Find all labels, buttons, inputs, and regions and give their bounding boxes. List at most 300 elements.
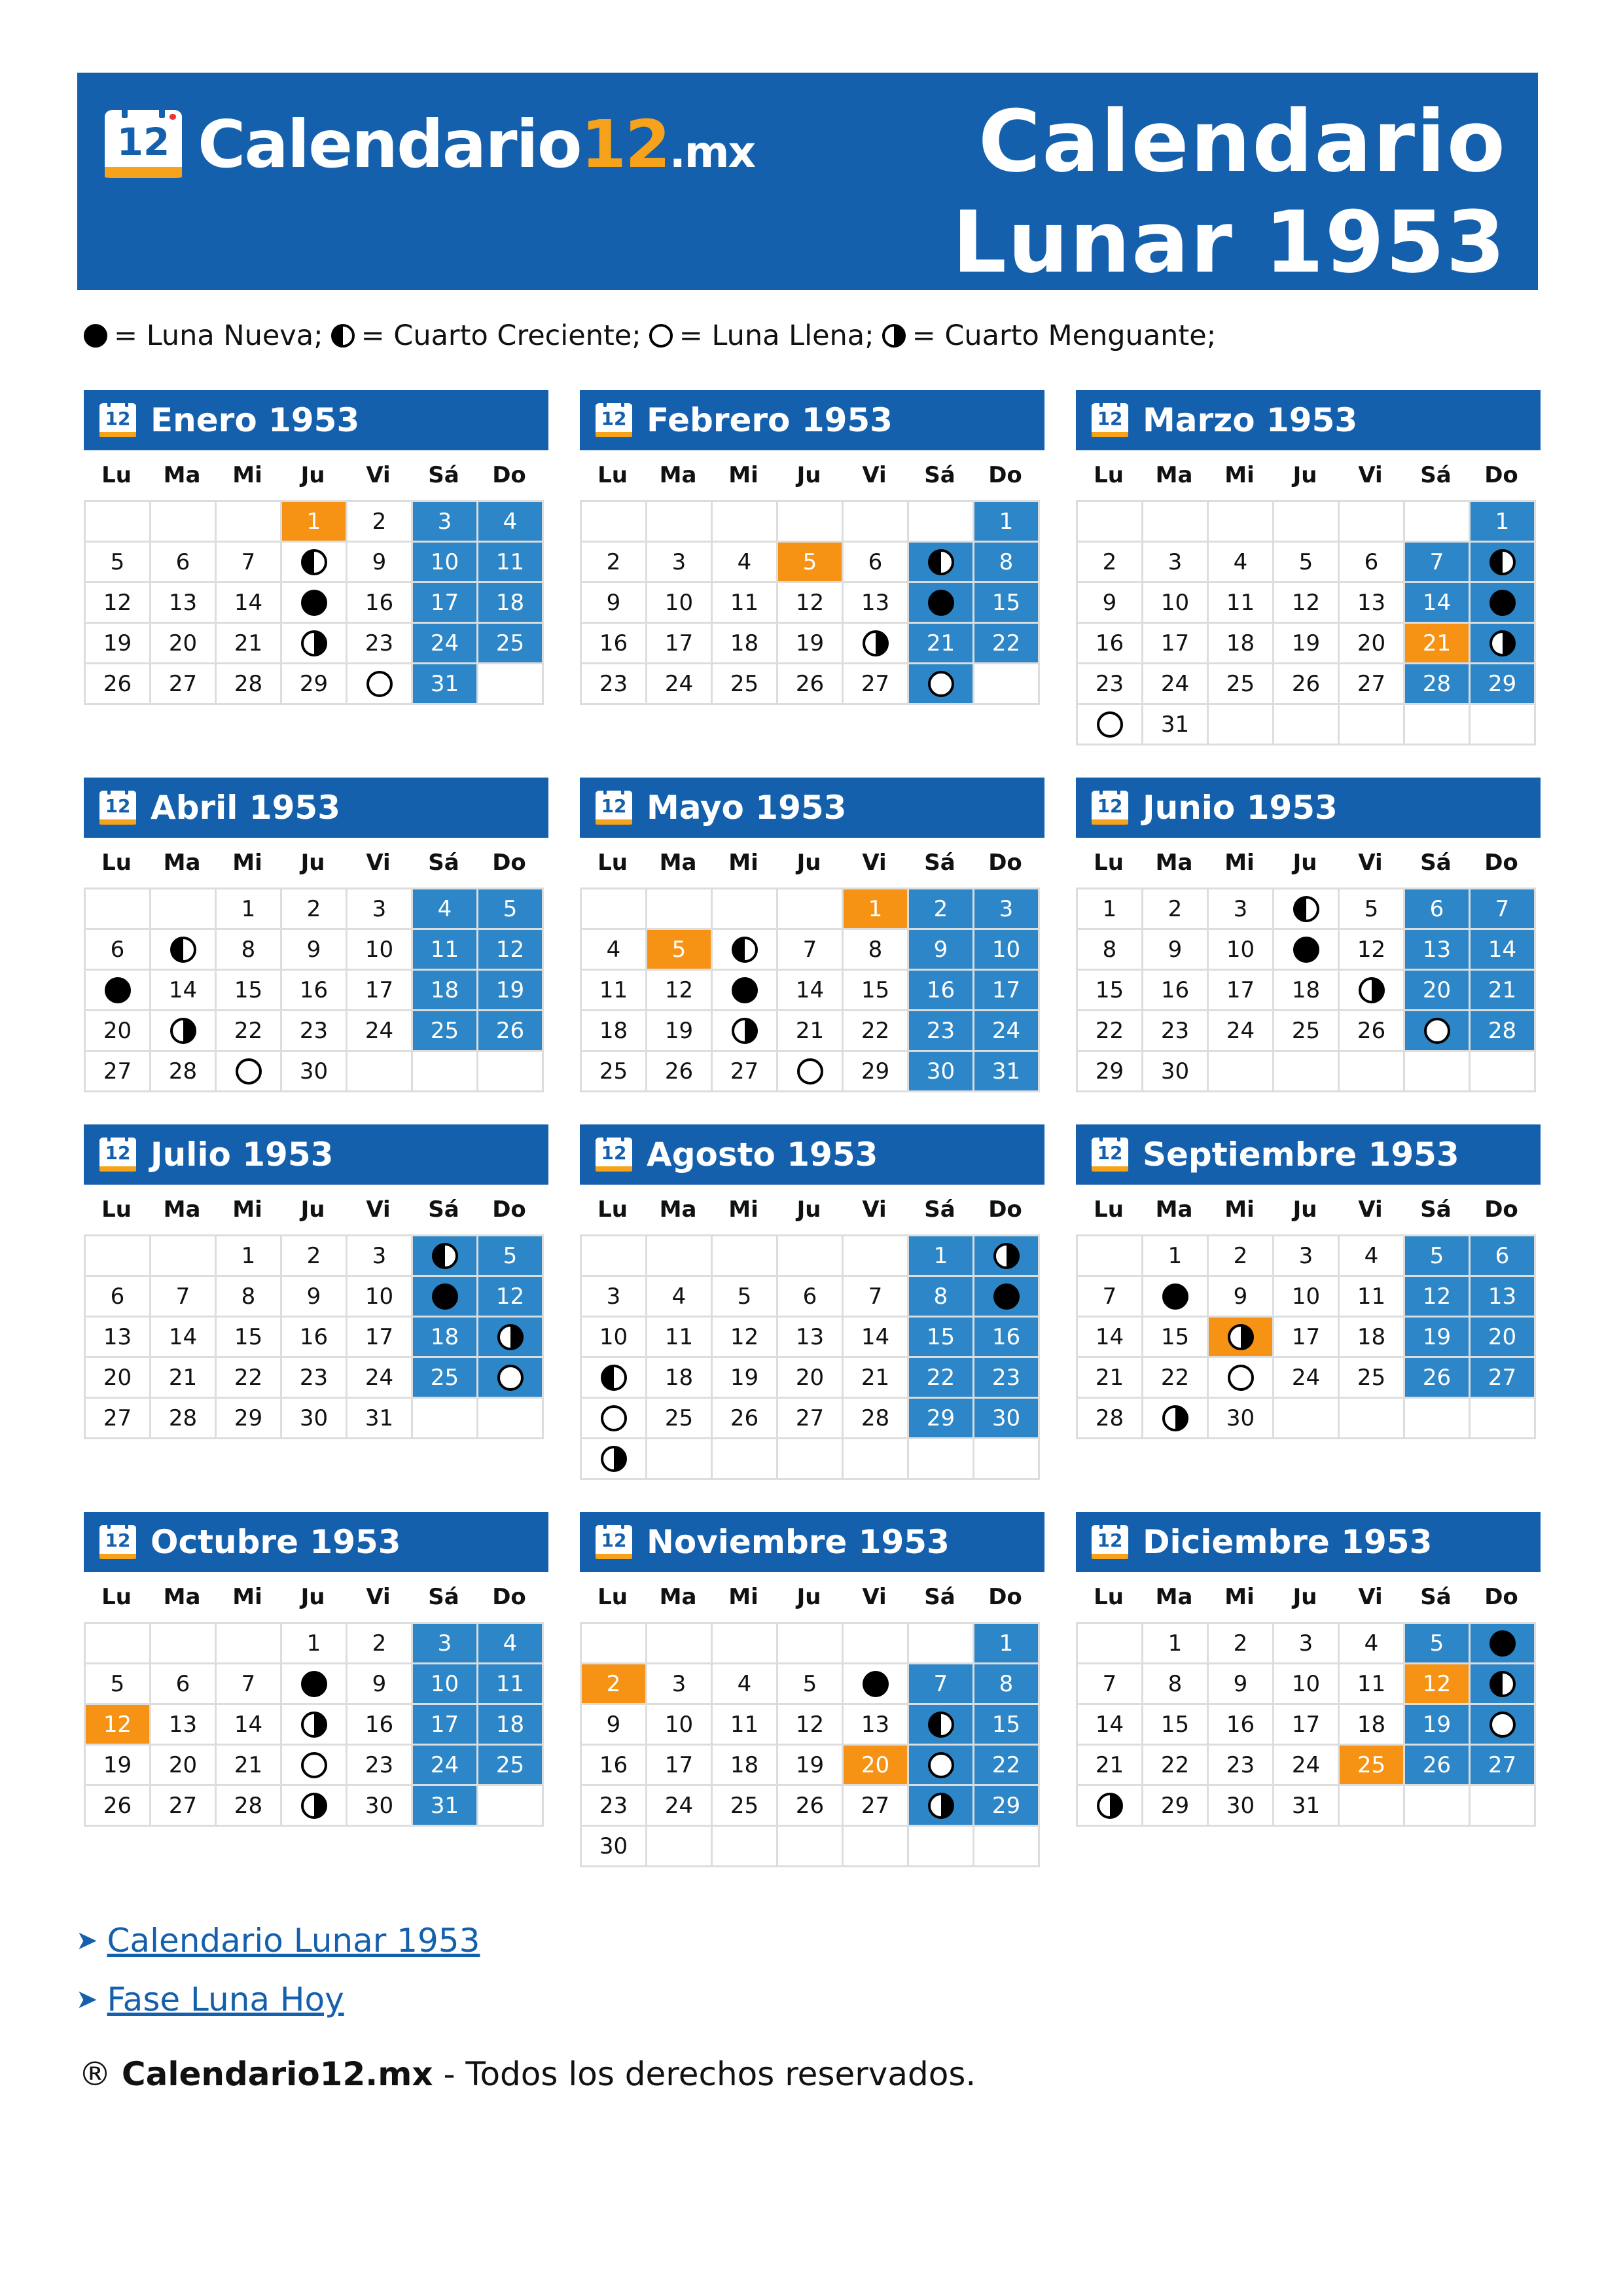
month-header — [1076, 1512, 1541, 1572]
empty-cell — [778, 1827, 844, 1867]
day-cell — [909, 664, 974, 705]
month-calendar — [580, 390, 1044, 705]
day-cell: 1 — [1143, 1236, 1209, 1277]
brand-name — [198, 106, 755, 183]
day-cell — [713, 971, 778, 1011]
day-cell: 4 — [1209, 543, 1274, 583]
day-cell: 24 — [1274, 1358, 1340, 1399]
weekday-label: Do — [492, 462, 526, 488]
link-row — [76, 1911, 480, 1970]
day-cell: 22 — [1078, 1011, 1143, 1052]
day-cell: 2 — [282, 889, 348, 930]
day-cell: 31 — [974, 1052, 1040, 1092]
day-cell: 9 — [1078, 583, 1143, 624]
day-cell: 15 — [844, 971, 909, 1011]
weekday-label: Vi — [862, 1584, 887, 1610]
day-cell: 28 — [217, 664, 282, 705]
calendar-icon-number: 12 — [601, 1530, 627, 1552]
day-cell: 25 — [713, 1786, 778, 1827]
day-cell: 11 — [413, 930, 478, 971]
day-cell — [86, 971, 151, 1011]
empty-cell — [1274, 1399, 1340, 1439]
weekday-label: Vi — [366, 850, 391, 876]
day-cell: 16 — [1209, 1705, 1274, 1746]
day-cell — [778, 1052, 844, 1092]
day-cell: 5 — [478, 889, 544, 930]
day-cell: 27 — [151, 1786, 217, 1827]
day-cell — [478, 1358, 544, 1399]
day-cell: 9 — [348, 543, 413, 583]
empty-cell — [1209, 502, 1274, 543]
weekday-label: Lu — [597, 850, 628, 876]
weekday-label: Do — [988, 1196, 1022, 1223]
day-cell: 30 — [282, 1399, 348, 1439]
new-moon-icon — [1489, 590, 1516, 616]
month-header — [580, 1512, 1044, 1572]
empty-cell — [844, 1439, 909, 1480]
moon-legend — [84, 319, 1224, 352]
day-cell — [1471, 1664, 1536, 1705]
day-cell: 5 — [778, 543, 844, 583]
page-title — [952, 91, 1507, 293]
first-quarter-moon-icon — [1293, 896, 1319, 922]
day-cell: 3 — [974, 889, 1040, 930]
day-cell: 14 — [151, 971, 217, 1011]
month-title: Julio 1953 — [151, 1136, 334, 1174]
day-cell: 11 — [478, 543, 544, 583]
day-cell: 21 — [778, 1011, 844, 1052]
day-cell: 23 — [974, 1358, 1040, 1399]
day-cell: 29 — [844, 1052, 909, 1092]
empty-cell — [778, 502, 844, 543]
day-cell: 1 — [844, 889, 909, 930]
first-quarter-moon-icon — [301, 549, 327, 575]
month-calendar — [1076, 1512, 1541, 1827]
new-moon-icon — [1293, 937, 1319, 963]
day-cell: 24 — [1209, 1011, 1274, 1052]
new-moon-icon — [928, 590, 954, 616]
calendar-icon — [105, 110, 182, 178]
day-cell: 8 — [1143, 1664, 1209, 1705]
day-cell: 24 — [647, 664, 713, 705]
day-cell: 27 — [844, 664, 909, 705]
day-cell: 15 — [217, 971, 282, 1011]
empty-cell — [713, 1236, 778, 1277]
calendar-icon — [596, 791, 632, 825]
day-cell: 3 — [647, 543, 713, 583]
weekday-label: Mi — [232, 850, 262, 876]
weekday-label: Sá — [428, 1196, 459, 1223]
day-cell: 18 — [413, 971, 478, 1011]
day-cell: 25 — [413, 1011, 478, 1052]
empty-cell — [478, 1786, 544, 1827]
day-cell: 7 — [778, 930, 844, 971]
day-cell: 23 — [582, 664, 647, 705]
day-cell: 29 — [217, 1399, 282, 1439]
empty-cell — [713, 889, 778, 930]
weekday-label: Ju — [796, 1196, 821, 1223]
weekday-label: Ju — [1293, 850, 1317, 876]
day-cell: 11 — [478, 1664, 544, 1705]
day-cell: 15 — [1143, 1705, 1209, 1746]
day-cell: 5 — [1274, 543, 1340, 583]
calendar-icon — [1092, 1138, 1128, 1172]
day-cell: 5 — [1405, 1624, 1471, 1664]
empty-cell — [1209, 705, 1274, 745]
weekday-header — [84, 1185, 548, 1234]
day-cell: 28 — [1405, 664, 1471, 705]
day-cell: 17 — [974, 971, 1040, 1011]
empty-cell — [1405, 705, 1471, 745]
day-cell: 30 — [909, 1052, 974, 1092]
day-cell: 13 — [778, 1318, 844, 1358]
day-cell: 23 — [1078, 664, 1143, 705]
empty-cell — [713, 1827, 778, 1867]
day-cell: 8 — [1078, 930, 1143, 971]
first-quarter-moon-icon — [432, 1243, 458, 1269]
day-cell: 7 — [1078, 1277, 1143, 1318]
empty-cell — [778, 1439, 844, 1480]
day-cell — [713, 1011, 778, 1052]
day-cell — [909, 583, 974, 624]
day-cell: 1 — [217, 1236, 282, 1277]
day-cell — [413, 1277, 478, 1318]
day-cell — [582, 1358, 647, 1399]
day-cell — [413, 1236, 478, 1277]
day-cell — [282, 1746, 348, 1786]
month-calendar — [1076, 778, 1541, 1092]
day-cell — [282, 1786, 348, 1827]
day-cell: 9 — [909, 930, 974, 971]
weekday-label: Ma — [659, 1584, 697, 1610]
day-cell: 7 — [1471, 889, 1536, 930]
weekday-label: Vi — [862, 462, 887, 488]
day-grid — [84, 1622, 544, 1827]
weekday-label: Vi — [366, 1584, 391, 1610]
day-cell: 10 — [1274, 1664, 1340, 1705]
day-cell: 6 — [151, 1664, 217, 1705]
day-cell: 28 — [151, 1052, 217, 1092]
day-grid — [1076, 888, 1536, 1092]
day-cell — [909, 1746, 974, 1786]
day-cell: 3 — [1209, 889, 1274, 930]
day-cell: 1 — [282, 1624, 348, 1664]
day-cell: 19 — [778, 1746, 844, 1786]
day-cell: 24 — [1274, 1746, 1340, 1786]
full-moon-icon — [1228, 1365, 1254, 1391]
first-quarter-moon-icon — [732, 937, 758, 963]
day-cell: 31 — [413, 664, 478, 705]
day-grid — [580, 1234, 1040, 1480]
day-cell: 6 — [86, 930, 151, 971]
day-cell: 7 — [151, 1277, 217, 1318]
day-cell: 3 — [647, 1664, 713, 1705]
day-cell — [1078, 705, 1143, 745]
calendar-icon-number: 12 — [1097, 1142, 1123, 1164]
empty-cell — [1274, 1052, 1340, 1092]
month-calendar — [84, 778, 548, 1092]
month-header — [1076, 778, 1541, 838]
last-quarter-moon-icon — [928, 1793, 954, 1819]
weekday-label: Mi — [232, 1196, 262, 1223]
month-calendar — [1076, 1124, 1541, 1439]
day-cell — [348, 664, 413, 705]
day-cell — [282, 624, 348, 664]
day-cell: 11 — [713, 1705, 778, 1746]
day-cell: 20 — [151, 1746, 217, 1786]
day-cell: 12 — [713, 1318, 778, 1358]
month-title: Septiembre 1953 — [1143, 1136, 1459, 1174]
day-cell: 8 — [217, 930, 282, 971]
day-cell: 13 — [1340, 583, 1405, 624]
day-cell — [844, 624, 909, 664]
weekday-label: Ju — [300, 850, 325, 876]
calendar-icon — [596, 1138, 632, 1172]
weekday-header — [1076, 1572, 1541, 1622]
day-cell: 15 — [1078, 971, 1143, 1011]
day-cell: 17 — [413, 1705, 478, 1746]
day-cell: 10 — [348, 1277, 413, 1318]
month-calendar — [84, 390, 548, 705]
weekday-label: Sá — [1420, 1196, 1452, 1223]
day-cell: 13 — [844, 583, 909, 624]
day-cell — [1471, 543, 1536, 583]
day-cell: 7 — [217, 543, 282, 583]
day-cell — [1143, 1399, 1209, 1439]
day-cell: 10 — [413, 1664, 478, 1705]
day-cell: 9 — [1143, 930, 1209, 971]
day-cell: 12 — [478, 930, 544, 971]
day-cell: 14 — [1078, 1318, 1143, 1358]
first-quarter-moon-icon — [1489, 1671, 1516, 1697]
weekday-label: Mi — [1224, 1584, 1255, 1610]
month-header — [84, 390, 548, 450]
new-moon-icon — [993, 1283, 1020, 1310]
full-moon-icon — [366, 671, 393, 697]
first-quarter-moon-icon — [1489, 549, 1516, 575]
empty-cell — [1340, 705, 1405, 745]
day-cell: 26 — [1274, 664, 1340, 705]
day-cell: 10 — [974, 930, 1040, 971]
weekday-label: Do — [492, 850, 526, 876]
day-cell: 24 — [348, 1011, 413, 1052]
day-cell: 17 — [647, 624, 713, 664]
arrow-right-icon: ➤ — [76, 1984, 98, 2015]
day-cell: 3 — [1274, 1236, 1340, 1277]
day-cell: 23 — [1209, 1746, 1274, 1786]
day-cell: 6 — [1340, 543, 1405, 583]
weekday-label: Lu — [1094, 850, 1124, 876]
weekday-label: Vi — [862, 1196, 887, 1223]
brand-logo[interactable] — [105, 105, 755, 183]
day-cell: 13 — [151, 583, 217, 624]
weekday-label: Ma — [163, 1584, 201, 1610]
copyright-text: - Todos los derechos reservados. — [433, 2055, 976, 2093]
weekday-label: Ju — [796, 850, 821, 876]
day-cell: 23 — [909, 1011, 974, 1052]
weekday-header — [580, 1572, 1044, 1622]
day-cell: 6 — [151, 543, 217, 583]
day-cell: 28 — [217, 1786, 282, 1827]
link-calendario-lunar[interactable]: Calendario Lunar 1953 — [107, 1922, 480, 1960]
calendar-icon-number: 12 — [601, 408, 627, 430]
day-cell: 27 — [778, 1399, 844, 1439]
empty-cell — [1143, 502, 1209, 543]
empty-cell — [909, 1624, 974, 1664]
day-cell: 3 — [348, 889, 413, 930]
day-cell — [1209, 1358, 1274, 1399]
day-cell: 31 — [348, 1399, 413, 1439]
full-moon-icon — [301, 1752, 327, 1778]
weekday-label: Mi — [1224, 462, 1255, 488]
month-title: Marzo 1953 — [1143, 401, 1358, 439]
weekday-label: Ju — [796, 1584, 821, 1610]
weekday-header — [84, 838, 548, 888]
day-cell — [1405, 1011, 1471, 1052]
page-title-line1: Calendario — [978, 92, 1507, 191]
weekday-label: Lu — [101, 1196, 132, 1223]
day-cell: 4 — [582, 930, 647, 971]
new-moon-icon — [84, 324, 107, 348]
day-cell: 21 — [1471, 971, 1536, 1011]
month-calendar — [84, 1512, 548, 1827]
last-quarter-moon-icon — [601, 1446, 627, 1472]
empty-cell — [1405, 1786, 1471, 1827]
calendar-icon-number: 12 — [105, 408, 131, 430]
day-cell: 10 — [413, 543, 478, 583]
first-quarter-moon-icon — [928, 1712, 954, 1738]
day-cell: 18 — [413, 1318, 478, 1358]
calendar-icon-number: 12 — [1097, 795, 1123, 817]
last-quarter-moon-icon — [993, 1243, 1020, 1269]
month-header — [84, 778, 548, 838]
day-cell: 5 — [86, 543, 151, 583]
calendar-icon-number: 12 — [601, 795, 627, 817]
day-cell — [713, 930, 778, 971]
last-quarter-moon-icon — [1359, 977, 1385, 1003]
empty-cell — [713, 502, 778, 543]
day-cell: 13 — [1405, 930, 1471, 971]
empty-cell — [413, 1399, 478, 1439]
calendar-icon-number: 12 — [116, 119, 170, 164]
day-cell: 30 — [1143, 1052, 1209, 1092]
empty-cell — [1471, 1786, 1536, 1827]
weekday-label: Mi — [1224, 1196, 1255, 1223]
day-grid — [84, 1234, 544, 1439]
empty-cell — [844, 502, 909, 543]
day-cell: 14 — [844, 1318, 909, 1358]
new-moon-icon — [863, 1671, 889, 1697]
day-cell: 20 — [778, 1358, 844, 1399]
day-cell: 29 — [909, 1399, 974, 1439]
day-cell: 22 — [909, 1358, 974, 1399]
calendar-icon-number: 12 — [601, 1142, 627, 1164]
day-cell: 30 — [582, 1827, 647, 1867]
new-moon-icon — [732, 977, 758, 1003]
calendar-icon — [99, 791, 136, 825]
day-cell: 1 — [974, 1624, 1040, 1664]
day-cell: 27 — [1340, 664, 1405, 705]
empty-cell — [86, 1236, 151, 1277]
weekday-label: Ma — [163, 1196, 201, 1223]
day-cell: 18 — [1340, 1318, 1405, 1358]
empty-cell — [909, 1827, 974, 1867]
day-cell: 22 — [974, 624, 1040, 664]
weekday-label: Ma — [163, 850, 201, 876]
empty-cell — [582, 1236, 647, 1277]
last-quarter-moon-icon — [732, 1018, 758, 1044]
day-cell: 6 — [844, 543, 909, 583]
empty-cell — [86, 889, 151, 930]
empty-cell — [1340, 1786, 1405, 1827]
day-cell: 10 — [1274, 1277, 1340, 1318]
day-cell: 25 — [1209, 664, 1274, 705]
day-cell: 1 — [974, 502, 1040, 543]
day-cell — [1274, 930, 1340, 971]
empty-cell — [844, 1236, 909, 1277]
day-cell: 16 — [909, 971, 974, 1011]
day-cell: 16 — [582, 1746, 647, 1786]
calendar-icon — [1092, 1525, 1128, 1559]
day-cell: 12 — [647, 971, 713, 1011]
day-cell — [909, 543, 974, 583]
weekday-label: Sá — [924, 1584, 955, 1610]
day-cell: 25 — [713, 664, 778, 705]
day-cell: 9 — [1209, 1277, 1274, 1318]
month-title: Agosto 1953 — [647, 1136, 878, 1174]
link-fase-luna-hoy[interactable]: Fase Luna Hoy — [107, 1981, 344, 2018]
day-cell — [582, 1439, 647, 1480]
weekday-label: Mi — [728, 850, 758, 876]
calendar-icon — [99, 1525, 136, 1559]
day-cell: 26 — [86, 1786, 151, 1827]
empty-cell — [909, 1439, 974, 1480]
page-header — [77, 73, 1538, 290]
legend-text: = Luna Llena; — [679, 319, 874, 352]
day-cell: 16 — [282, 1318, 348, 1358]
empty-cell — [1078, 1624, 1143, 1664]
full-moon-icon — [797, 1058, 823, 1085]
day-cell: 3 — [413, 1624, 478, 1664]
day-cell: 1 — [1078, 889, 1143, 930]
month-header — [580, 1124, 1044, 1185]
weekday-label: Lu — [597, 462, 628, 488]
day-cell — [1471, 1705, 1536, 1746]
calendar-icon — [596, 403, 632, 437]
empty-cell — [582, 1624, 647, 1664]
day-cell: 28 — [1078, 1399, 1143, 1439]
legend-text: = Cuarto Creciente; — [361, 319, 641, 352]
weekday-label: Mi — [728, 1196, 758, 1223]
day-cell: 23 — [348, 624, 413, 664]
weekday-label: Do — [988, 462, 1022, 488]
weekday-label: Ma — [1155, 1584, 1193, 1610]
day-cell: 4 — [478, 502, 544, 543]
day-cell: 27 — [1471, 1358, 1536, 1399]
day-grid — [1076, 1622, 1536, 1827]
day-cell: 14 — [778, 971, 844, 1011]
empty-cell — [413, 1052, 478, 1092]
last-quarter-moon-icon — [301, 630, 327, 656]
day-cell: 31 — [413, 1786, 478, 1827]
full-moon-icon — [497, 1365, 524, 1391]
weekday-label: Mi — [728, 1584, 758, 1610]
arrow-right-icon: ➤ — [76, 1926, 98, 1956]
day-cell: 2 — [282, 1236, 348, 1277]
day-cell: 11 — [582, 971, 647, 1011]
weekday-label: Vi — [366, 462, 391, 488]
day-cell: 25 — [413, 1358, 478, 1399]
